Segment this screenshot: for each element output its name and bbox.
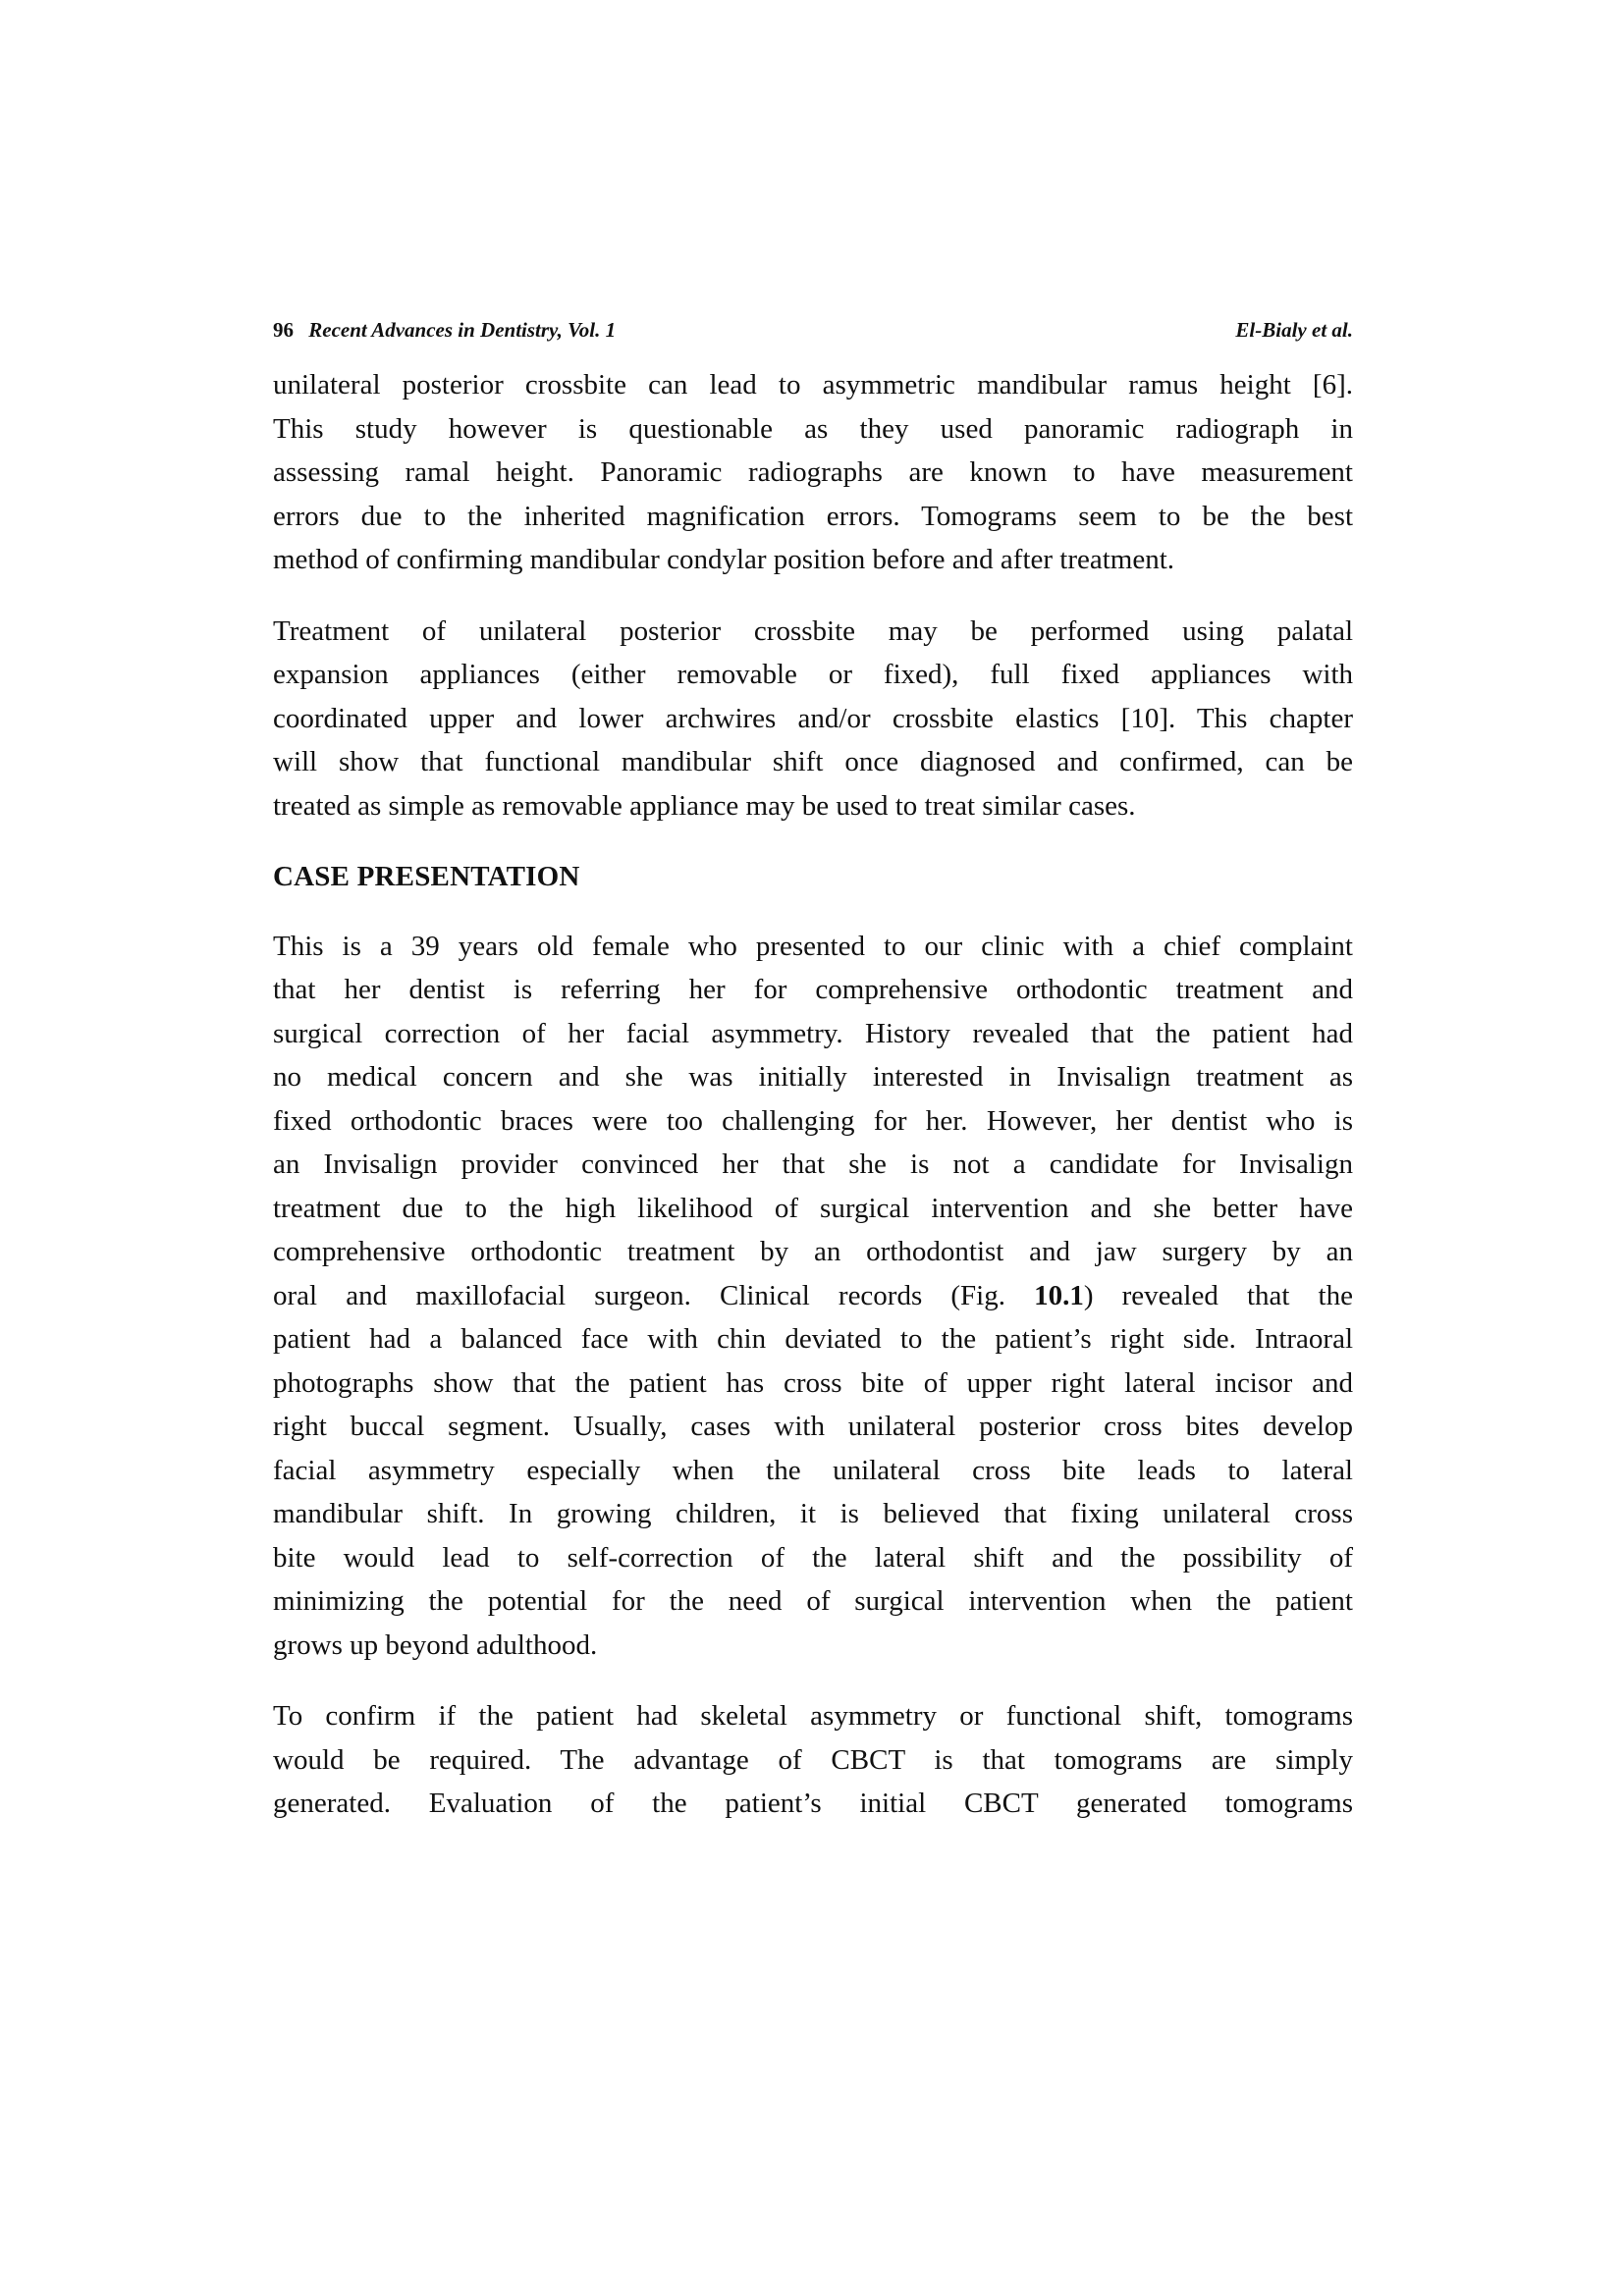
text-line: errors due to the inherited magnification errors. Tomograms seem to be the best bbox=[273, 500, 1353, 532]
authors: El-Bialy et al. bbox=[1235, 318, 1353, 342]
page-number: 96 bbox=[273, 318, 294, 342]
paragraph-treatment bbox=[273, 610, 1353, 828]
text-line: To confirm if the patient had skeletal asymmetry or functional shift, tomograms bbox=[273, 1700, 1353, 1732]
text-line: expansion appliances (either removable or fixed), full fixed appliances with bbox=[273, 659, 1353, 690]
text-line: comprehensive orthodontic treatment by an orthodontist and jaw surgery by an bbox=[273, 1236, 1353, 1267]
text-line: bite would lead to self-correction of the lateral shift and the possibility of bbox=[273, 1541, 1353, 1574]
text-line: photographs show that the patient has cross bite of upper right lateral incisor and bbox=[273, 1366, 1353, 1399]
body-text bbox=[273, 363, 1353, 1853]
text-segment: ) revealed that the bbox=[1083, 1279, 1353, 1311]
text-line: that her dentist is referring her for comprehensive orthodontic treatment and bbox=[273, 974, 1353, 1005]
text-line: coordinated upper and lower archwires and/or crossbite elastics [10]. This chapter bbox=[273, 702, 1353, 734]
text-line: patient had a balanced face with chin deviated to the patient’s right side. Intraoral bbox=[273, 1323, 1353, 1355]
text-line: grows up beyond adulthood. bbox=[273, 1629, 598, 1661]
text-line: facial asymmetry especially when the unilateral cross bite leads to lateral bbox=[273, 1454, 1353, 1486]
text-line: This study however is questionable as they used panoramic radiograph in bbox=[273, 412, 1353, 445]
text-line-fig-reference bbox=[273, 1274, 1353, 1318]
paragraph-ramus-height bbox=[273, 363, 1353, 582]
text-line: right buccal segment. Usually, cases with unilateral posterior cross bites develop bbox=[273, 1411, 1353, 1442]
text-line: would be required. The advantage of CBCT is that tomograms are simply bbox=[273, 1743, 1353, 1776]
section-heading: CASE PRESENTATION bbox=[273, 861, 580, 892]
text-line: an Invisalign provider convinced her that she is not a candidate for Invisalign bbox=[273, 1148, 1353, 1180]
running-head bbox=[273, 318, 1353, 346]
text-line: fixed orthodontic braces were too challenging for her. However, her dentist who is bbox=[273, 1104, 1353, 1137]
text-line: generated. Evaluation of the patient’s initial CBCT generated tomograms bbox=[273, 1788, 1353, 1819]
text-line: treatment due to the high likelihood of surgical intervention and she better have bbox=[273, 1192, 1353, 1224]
figure-reference-link[interactable]: 10.1 bbox=[1034, 1279, 1084, 1311]
text-line: surgical correction of her facial asymmetry. History revealed that the patient had bbox=[273, 1017, 1353, 1049]
text-line: treated as simple as removable appliance may be used to treat similar cases. bbox=[273, 789, 1136, 822]
paragraph-case-description bbox=[273, 925, 1353, 1668]
text-line: Treatment of unilateral posterior crossbite may be performed using palatal bbox=[273, 614, 1353, 647]
paragraph-cbct bbox=[273, 1694, 1353, 1826]
text-line: no medical concern and she was initially interested in Invisalign treatment as bbox=[273, 1061, 1353, 1093]
text-line: will show that functional mandibular shift once diagnosed and confirmed, can be bbox=[273, 746, 1353, 777]
book-title: Recent Advances in Dentistry, Vol. 1 bbox=[308, 318, 617, 342]
text-line: assessing ramal height. Panoramic radiographs are known to have measurement bbox=[273, 456, 1353, 488]
text-line: This is a 39 years old female who presented to our clinic with a chief complaint bbox=[273, 930, 1353, 962]
text-segment: oral and maxillofacial surgeon. Clinical records (Fig. bbox=[273, 1279, 1035, 1311]
text-line: unilateral posterior crossbite can lead to asymmetric mandibular ramus height [6]. bbox=[273, 369, 1353, 400]
text-line: minimizing the potential for the need of surgical intervention when the patient bbox=[273, 1585, 1353, 1617]
text-line: method of confirming mandibular condylar position before and after treatment. bbox=[273, 544, 1175, 575]
text-line: mandibular shift. In growing children, it is believed that fixing unilateral cross bbox=[273, 1498, 1353, 1529]
